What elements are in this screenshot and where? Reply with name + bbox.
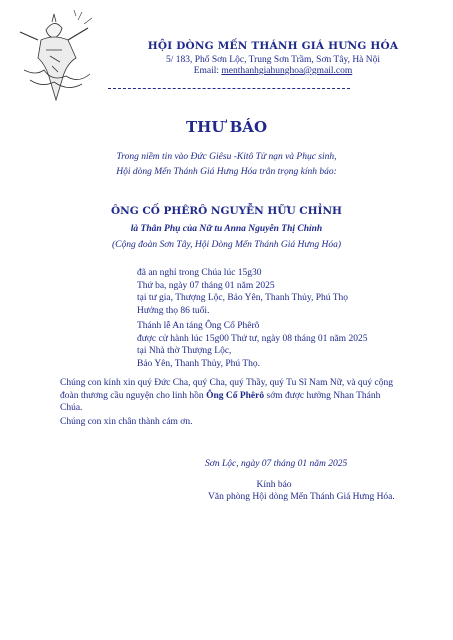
place-date: Sơn Lộc, ngày 07 tháng 01 năm 2025 (205, 459, 348, 469)
funeral-info-line: Thánh lễ An táng Ông Cố Phêrô (137, 321, 260, 331)
deceased-relation: là Thân Phụ của Nữ tu Anna Nguyễn Thị Chỉnh (130, 224, 323, 234)
intro-text (0, 150, 453, 180)
death-info (137, 267, 348, 317)
header-divider (108, 88, 350, 89)
deceased-name: ÔNG CỐ PHÊRÔ NGUYỄN HỮU CHỈNH (111, 205, 342, 217)
page-title: THƯ BÁO (185, 118, 268, 136)
prayer-text-end: sớm được hưởng Nhan Thánh Chúa. (60, 390, 381, 413)
thanks-text: Chúng con xin chân thành cám ơn. (60, 417, 193, 427)
prayer-request (60, 377, 400, 415)
funeral-info-line: Bảo Yên, Thanh Thủy, Phú Thọ. (137, 358, 261, 369)
death-info-line: tại tư gia, Thượng Lộc, Bảo Yên, Thanh Thủy, Phú Thọ (137, 293, 349, 303)
funeral-info-line: tại Nhà thờ Thượng Lộc, (137, 346, 232, 356)
org-email-line (108, 66, 438, 76)
death-info-line: Hưởng thọ 86 tuổi. (137, 305, 210, 316)
funeral-info-line: được cử hành lúc 15g00 Thứ tư, ngày 08 tháng 01 năm 2025 (137, 333, 368, 344)
signature-office: Văn phòng Hội dòng Mến Thánh Giá Hưng Hóa. (208, 492, 395, 502)
email-label: Email: (193, 66, 220, 76)
prayer-highlight: Ông Cố Phêrô (206, 390, 265, 401)
intro-line-1: Trong niềm tin vào Đức Giêsu -Kitô Tử nạn và Phục sinh, (116, 152, 337, 162)
letterhead (108, 40, 438, 76)
death-info-line: Thứ ba, ngày 07 tháng 01 năm 2025 (137, 280, 275, 291)
email-link[interactable]: menthanhgiahunghoa@gmail.com (221, 66, 353, 76)
org-name: HỘI DÒNG MẾN THÁNH GIÁ HƯNG HÓA (147, 40, 399, 52)
prayer-text: Chúng con kính xin quý Đức Cha, quý Cha, quý Thầy, quý Tu Sĩ Nam Nữ, và quý cộng đoàn thương cầu nguyện cho linh hồn (60, 378, 394, 401)
death-info-line: đã an nghỉ trong Chúa lúc 15g30 (137, 268, 262, 278)
deceased-community: (Cộng đoàn Sơn Tây, Hội Dòng Mến Thánh Giá Hưng Hóa) (111, 240, 341, 250)
intro-line-2: Hội dòng Mến Thánh Giá Hưng Hóa trân trọng kính báo: (116, 167, 337, 177)
signature-greeting: Kính báo (256, 480, 292, 490)
risen-christ-logo (16, 10, 100, 102)
org-address: 5/ 183, Phố Sơn Lộc, Trung Sơn Trầm, Sơn Tây, Hà Nội (165, 55, 381, 65)
funeral-info (137, 320, 367, 370)
